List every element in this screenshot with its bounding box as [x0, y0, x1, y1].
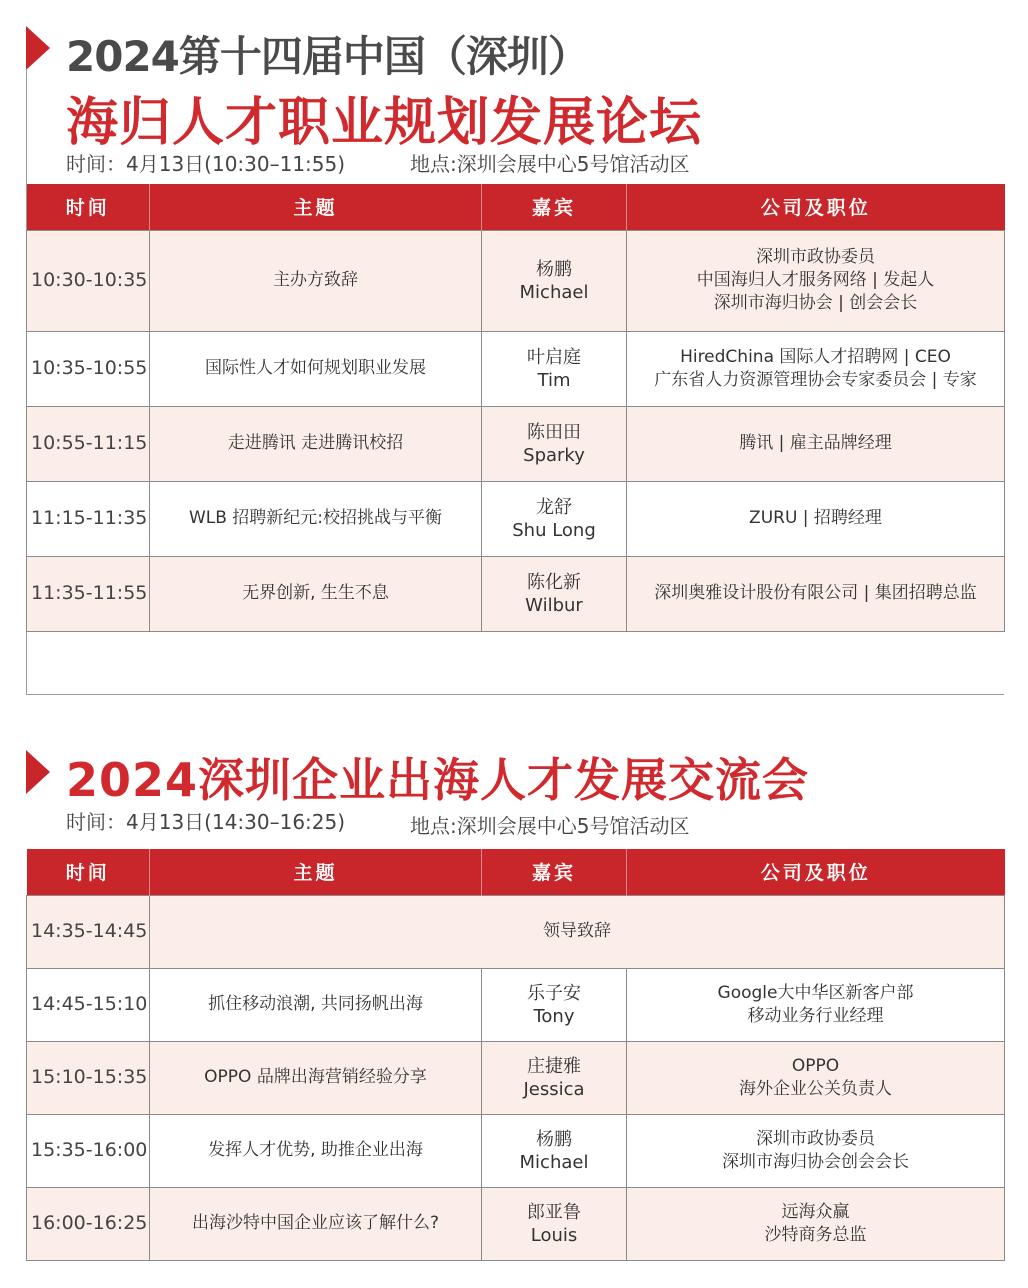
table-header-row: [27, 849, 1005, 895]
time-cell: 14:35-14:45: [27, 895, 150, 968]
topic-cell: 国际性人才如何规划职业发展: [150, 331, 482, 406]
table-row: [27, 331, 1005, 406]
time-cell: 15:10-15:35: [27, 1041, 150, 1114]
guest-name-cn: 龙舒: [536, 496, 572, 518]
company-line: 深圳市海归协会 | 创会会长: [713, 293, 918, 313]
table-row: [27, 968, 1005, 1041]
table-row: [27, 1187, 1005, 1260]
forum2-time: 时间：4月13日(14:30–16:25): [66, 810, 346, 834]
header-company: 公司及职位: [627, 184, 1005, 230]
table-row: [27, 481, 1005, 556]
guest-name-en: Michael: [519, 1151, 589, 1173]
guest-name-en: Jessica: [523, 1078, 585, 1100]
guest-name-en: Tony: [533, 1005, 575, 1027]
topic-cell: 主办方致辞: [150, 230, 482, 331]
time-cell: 11:15-11:35: [27, 481, 150, 556]
forum1-title-line1: 2024第十四届中国（深圳）: [66, 32, 589, 81]
guest-cell: [482, 1041, 627, 1114]
table-header-row: [27, 184, 1005, 230]
company-line: 腾讯 | 雇主品牌经理: [739, 433, 892, 453]
guest-name-cn: 杨鹏: [536, 1128, 572, 1150]
table-row: [27, 556, 1005, 631]
forum1-time: 时间：4月13日(10:30–11:55): [66, 152, 346, 176]
guest-name-cn: 郎亚鲁: [527, 1201, 581, 1223]
time-cell: 11:35-11:55: [27, 556, 150, 631]
guest-cell: [482, 406, 627, 481]
company-cell: [627, 1041, 1005, 1114]
company-cell: [627, 556, 1005, 631]
topic-cell: WLB 招聘新纪元:校招挑战与平衡: [150, 481, 482, 556]
forum1-location: 地点:深圳会展中心5号馆活动区: [410, 152, 690, 176]
topic-cell: 发挥人才优势, 助推企业出海: [150, 1114, 482, 1187]
topic-cell: OPPO 品牌出海营销经验分享: [150, 1041, 482, 1114]
table-row: [27, 1041, 1005, 1114]
guest-name-en: Louis: [530, 1224, 578, 1246]
topic-cell: 出海沙特中国企业应该了解什么?: [150, 1187, 482, 1260]
header-guest: 嘉宾: [482, 849, 627, 895]
company-line: HiredChina 国际人才招聘网 | CEO: [680, 346, 951, 367]
company-line: 深圳奥雅设计股份有限公司 | 集团招聘总监: [654, 583, 977, 603]
topic-cell: 走进腾讯 走进腾讯校招: [150, 406, 482, 481]
company-line: 深圳市政协委员: [756, 1128, 875, 1149]
topic-cell: 领导致辞: [150, 895, 1005, 968]
guest-name-en: Wilbur: [525, 594, 583, 616]
section2-arrow-icon: [26, 750, 50, 794]
header-company: 公司及职位: [627, 849, 1005, 895]
company-line: 海外企业公关负责人: [739, 1078, 892, 1099]
header-time: 时间: [27, 849, 150, 895]
header-topic: 主题: [150, 184, 482, 230]
time-cell: 15:35-16:00: [27, 1114, 150, 1187]
company-cell: [627, 481, 1005, 556]
table-row: [27, 1114, 1005, 1187]
table-row: [27, 406, 1005, 481]
guest-name-en: Shu Long: [512, 519, 596, 541]
guest-cell: [482, 481, 627, 556]
forum1-title-line2: 海归人才职业规划发展论坛: [66, 93, 703, 153]
guest-name-cn: 陈化新: [527, 571, 581, 593]
company-line: 深圳市海归协会创会会长: [722, 1151, 909, 1172]
company-cell: [627, 968, 1005, 1041]
table-row: [27, 895, 1005, 968]
guest-cell: [482, 331, 627, 406]
company-line: 远海众赢: [781, 1201, 850, 1222]
company-cell: [627, 406, 1005, 481]
company-line: ZURU | 招聘经理: [749, 508, 882, 528]
header-topic: 主题: [150, 849, 482, 895]
company-cell: [627, 1114, 1005, 1187]
topic-cell: 无界创新, 生生不息: [150, 556, 482, 631]
company-line: 广东省人力资源管理协会专家委员会 | 专家: [654, 369, 977, 390]
guest-name-en: Tim: [537, 369, 571, 391]
guest-name-cn: 乐子安: [527, 982, 581, 1004]
time-cell: 14:45-15:10: [27, 968, 150, 1041]
company-line: OPPO: [791, 1055, 840, 1076]
header-guest: 嘉宾: [482, 184, 627, 230]
guest-name-cn: 杨鹏: [536, 258, 572, 280]
forum2-schedule-table: [26, 849, 1005, 1261]
topic-cell: 抓住移动浪潮, 共同扬帆出海: [150, 968, 482, 1041]
company-line: 中国海归人才服务网络 | 发起人: [696, 270, 935, 290]
guest-name-cn: 庄捷雅: [527, 1055, 581, 1077]
section-divider: [26, 694, 1004, 695]
section1-arrow-icon: [26, 26, 50, 70]
time-cell: 10:30-10:35: [27, 230, 150, 331]
guest-cell: [482, 968, 627, 1041]
guest-cell: [482, 1114, 627, 1187]
guest-name-cn: 陈田田: [527, 421, 581, 443]
company-line: 移动业务行业经理: [747, 1005, 884, 1026]
guest-name-en: Michael: [519, 281, 589, 303]
forum1-schedule-table: [26, 184, 1005, 632]
forum2-title: 2024深圳企业出海人才发展交流会: [66, 753, 810, 807]
header-time: 时间: [27, 184, 150, 230]
guest-cell: [482, 1187, 627, 1260]
guest-name-en: Sparky: [523, 444, 585, 466]
company-line: Google大中华区新客户部: [717, 982, 914, 1003]
table-row: [27, 230, 1005, 331]
forum2-location: 地点:深圳会展中心5号馆活动区: [410, 814, 690, 838]
time-cell: 10:35-10:55: [27, 331, 150, 406]
guest-cell: [482, 556, 627, 631]
guest-name-cn: 叶启庭: [527, 346, 581, 368]
time-cell: 16:00-16:25: [27, 1187, 150, 1260]
company-cell: [627, 331, 1005, 406]
company-cell: [627, 1187, 1005, 1260]
guest-cell: [482, 230, 627, 331]
time-cell: 10:55-11:15: [27, 406, 150, 481]
company-line: 沙特商务总监: [764, 1224, 867, 1245]
company-cell: [627, 230, 1005, 331]
company-line: 深圳市政协委员: [756, 247, 875, 267]
